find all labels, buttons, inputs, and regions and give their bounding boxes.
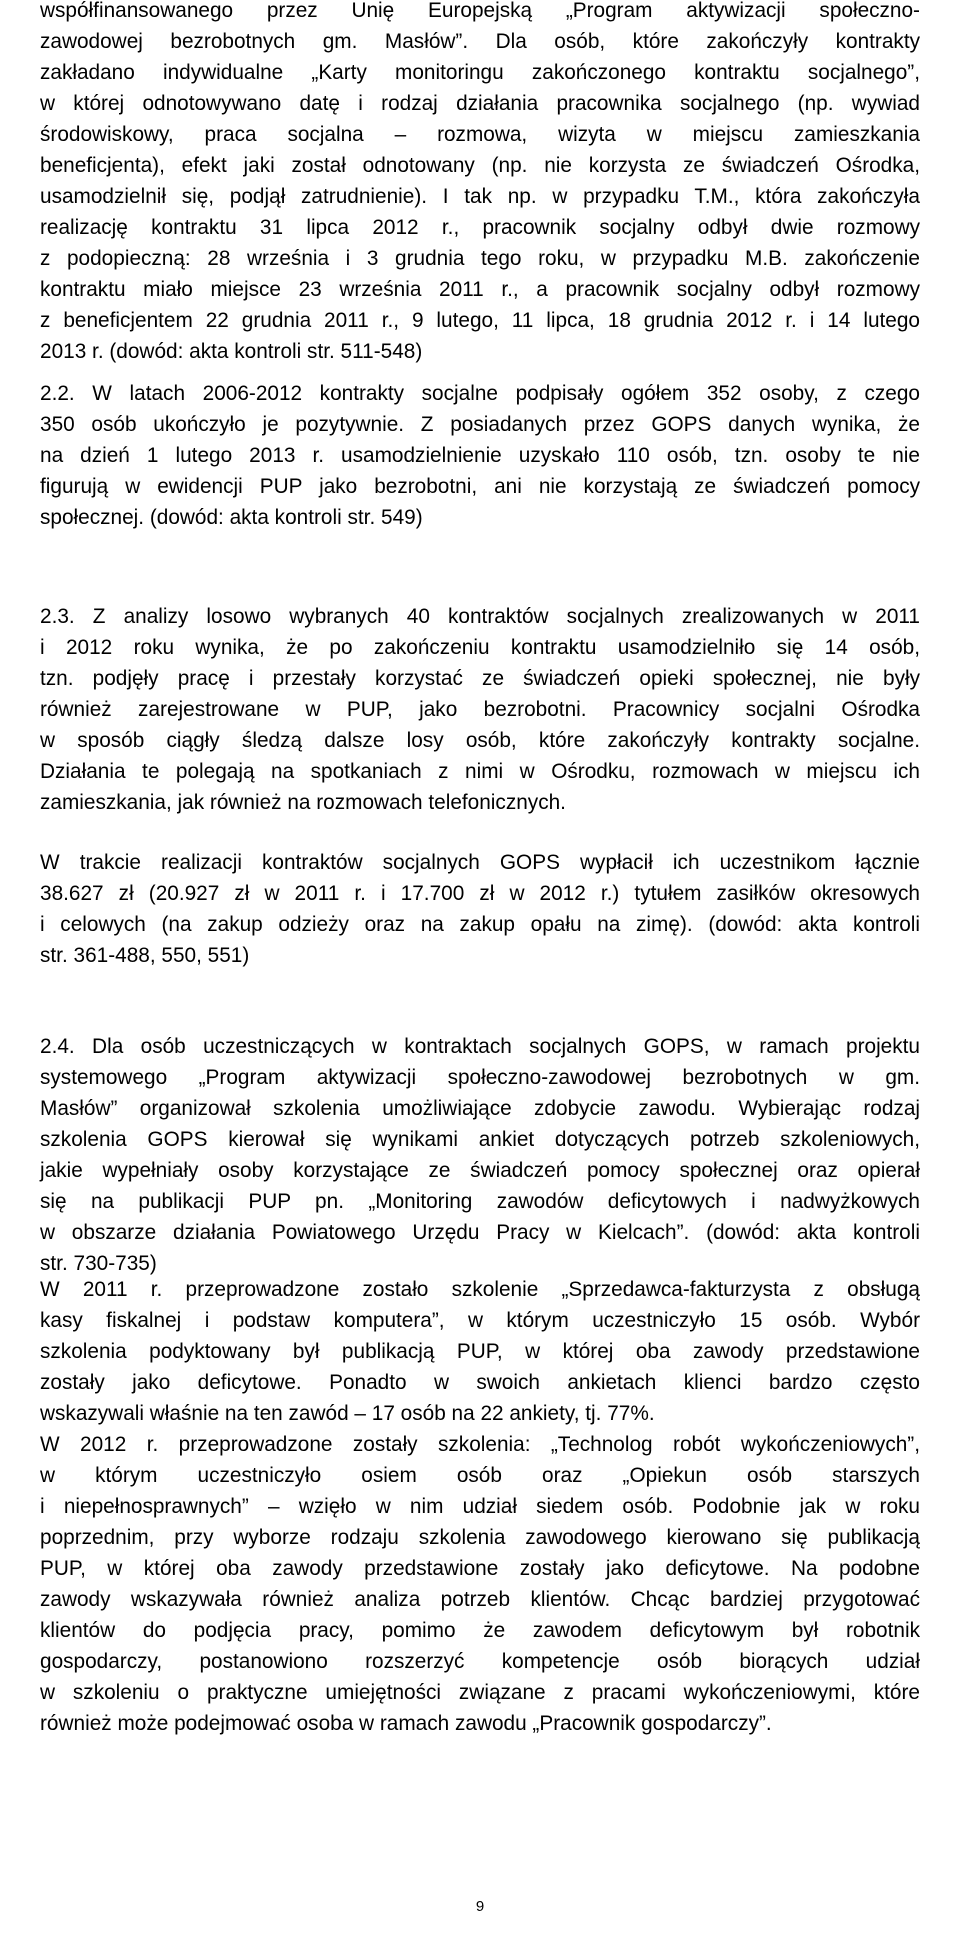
text-line: 2013 r. (dowód: akta kontroli str. 511-548) (40, 340, 423, 363)
text-line: kontraktu miało miejsce 23 września 2011 r., a pracownik socjalny odbył rozmowy (40, 278, 920, 301)
text-line: Działania te polegają na spotkaniach z nimi w Ośrodku, rozmowach w miejscu ich (40, 760, 920, 783)
text-line: i celowych (na zakup odzieży oraz na zakup opału na zimę). (dowód: akta kontroli (40, 913, 920, 936)
text-line: w którym uczestniczyło osiem osób oraz „Opiekun osób starszych (40, 1464, 920, 1487)
text-line: zakładano indywidualne „Karty monitoringu zakończonego kontraktu socjalnego”, (40, 61, 920, 84)
text-line: w której odnotowywano datę i rodzaj działania pracownika socjalnego (np. wywiad (40, 92, 920, 115)
text-line: zawodowej bezrobotnych gm. Masłów”. Dla osób, które zakończyły kontrakty (40, 30, 920, 53)
text-line: 38.627 zł (20.927 zł w 2011 r. i 17.700 zł w 2012 r.) tytułem zasiłków okresowych (40, 882, 920, 905)
text-line: w sposób ciągły śledzą dalsze losy osób, które zakończyły kontrakty socjalne. (40, 729, 920, 752)
text-line: również zarejestrowane w PUP, jako bezrobotni. Pracownicy socjalni Ośrodka (40, 698, 920, 721)
text-line: W trakcie realizacji kontraktów socjalnych GOPS wypłacił ich uczestnikom łącznie (40, 851, 920, 874)
text-line: klientów do podjęcia pracy, pomimo że zawodem deficytowym był robotnik (40, 1619, 920, 1642)
text-line: w obszarze działania Powiatowego Urzędu Pracy w Kielcach”. (dowód: akta kontroli (40, 1221, 920, 1244)
text-line: gospodarczy, postanowiono rozszerzyć kompetencje osób biorących udział (40, 1650, 920, 1673)
text-line: 2.2. W latach 2006-2012 kontrakty socjalne podpisały ogółem 352 osoby, z czego (40, 382, 920, 405)
text-line: w szkoleniu o praktyczne umiejętności związane z pracami wykończeniowymi, które (40, 1681, 920, 1704)
text-line: na dzień 1 lutego 2013 r. usamodzielnienie uzyskało 110 osób, tzn. osoby te nie (40, 444, 920, 467)
text-line: beneficjenta), efekt jaki został odnotowany (np. nie korzysta ze świadczeń Ośrodka, (40, 154, 920, 177)
text-line: 2.3. Z analizy losowo wybranych 40 kontraktów socjalnych zrealizowanych w 2011 (40, 605, 920, 628)
text-line: społecznej. (dowód: akta kontroli str. 549) (40, 506, 423, 529)
text-line: również może podejmować osoba w ramach zawodu „Pracownik gospodarczy”. (40, 1712, 772, 1735)
text-line: kasy fiskalnej i podstaw komputera”, w którym uczestniczyło 15 osób. Wybór (40, 1309, 920, 1332)
text-line: szkolenia podyktowany był publikacją PUP, w której oba zawody przedstawione (40, 1340, 920, 1363)
text-line: 2.4. Dla osób uczestniczących w kontraktach socjalnych GOPS, w ramach projektu (40, 1035, 920, 1058)
text-line: systemowego „Program aktywizacji społeczno-zawodowej bezrobotnych w gm. (40, 1066, 920, 1089)
paragraph-continuation (40, 0, 920, 367)
text-line: szkolenia GOPS kierował się wynikami ankiet dotyczących potrzeb szkoleniowych, (40, 1128, 920, 1151)
text-line: z podopieczną: 28 września i 3 grudnia tego roku, w przypadku M.B. zakończenie (40, 247, 920, 270)
paragraph-2-3 (40, 601, 920, 818)
text-line: poprzednim, przy wyborze rodzaju szkolenia zawodowego kierowano się publikacją (40, 1526, 920, 1549)
paragraph-2012-training (40, 1429, 920, 1739)
text-line: i niepełnosprawnych” – wzięło w nim udział siedem osób. Podobnie jak w roku (40, 1495, 920, 1518)
text-line: str. 361-488, 550, 551) (40, 944, 250, 967)
paragraph-2-2 (40, 378, 920, 533)
text-line: środowiskowy, praca socjalna – rozmowa, wizyta w miejscu zamieszkania (40, 123, 920, 146)
text-line: W 2011 r. przeprowadzone zostało szkolenie „Sprzedawca-fakturzysta z obsługą (40, 1278, 920, 1301)
text-line: figurują w ewidencji PUP jako bezrobotni, ani nie korzystają ze świadczeń pomocy (40, 475, 920, 498)
text-line: z beneficjentem 22 grudnia 2011 r., 9 lutego, 11 lipca, 18 grudnia 2012 r. i 14 lutego (40, 309, 920, 332)
text-line: usamodzielnił się, podjął zatrudnienie). I tak np. w przypadku T.M., która zakończyła (40, 185, 920, 208)
text-line: W 2012 r. przeprowadzone zostały szkolenia: „Technolog robót wykończeniowych”, (40, 1433, 920, 1456)
text-line: zawody wskazywała również analiza potrzeb klientów. Chcąc bardziej przygotować (40, 1588, 920, 1611)
paragraph-2-4 (40, 1031, 920, 1279)
text-line: PUP, w której oba zawody przedstawione zostały jako deficytowe. Na podobne (40, 1557, 920, 1580)
text-line: str. 730-735) (40, 1252, 157, 1275)
text-line: się na publikacji PUP pn. „Monitoring zawodów deficytowych i nadwyżkowych (40, 1190, 920, 1213)
text-line: zostały jako deficytowe. Ponadto w swoich ankietach klienci bardzo często (40, 1371, 920, 1394)
text-line: i 2012 roku wynika, że po zakończeniu kontraktu usamodzielniło się 14 osób, (40, 636, 920, 659)
text-line: realizację kontraktu 31 lipca 2012 r., pracownik socjalny odbył dwie rozmowy (40, 216, 920, 239)
text-line: wskazywali właśnie na ten zawód – 17 osób na 22 ankiety, tj. 77%. (40, 1402, 655, 1425)
text-line: Masłów” organizował szkolenia umożliwiające zdobycie zawodu. Wybierając rodzaj (40, 1097, 920, 1120)
text-line: jakie wypełniały osoby korzystające ze świadczeń pomocy społecznej oraz opierał (40, 1159, 920, 1182)
paragraph-2011-training (40, 1274, 920, 1429)
text-line: 350 osób ukończyło je pozytywnie. Z posiadanych przez GOPS danych wynika, że (40, 413, 920, 436)
page-number: 9 (475, 1898, 485, 1915)
paragraph-payments (40, 847, 920, 971)
text-line: zamieszkania, jak również na rozmowach telefonicznych. (40, 791, 566, 814)
text-line: współfinansowanego przez Unię Europejską „Program aktywizacji społeczno- (40, 0, 920, 22)
text-line: tzn. podjęły pracę i przestały korzystać ze świadczeń opieki społecznej, nie były (40, 667, 920, 690)
